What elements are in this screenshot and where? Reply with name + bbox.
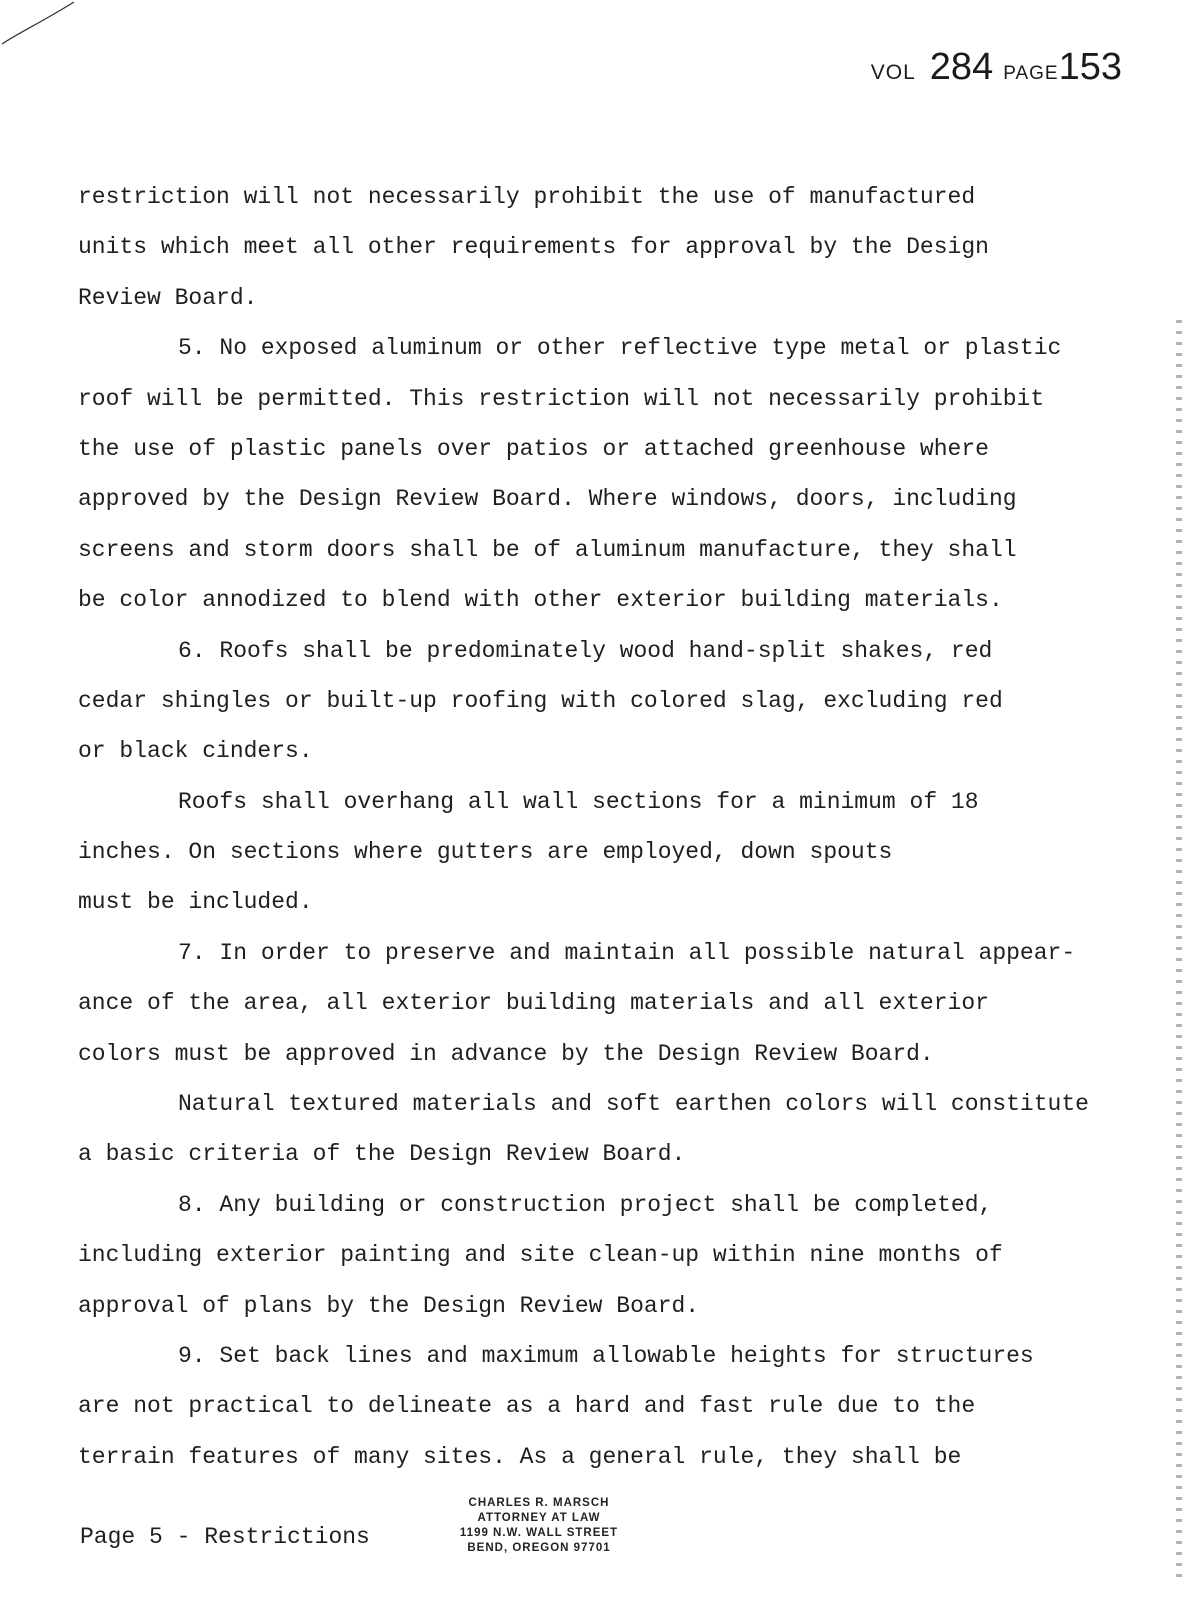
text-line: Natural textured materials and soft earthen colors will constitute bbox=[178, 1091, 1089, 1118]
text-line: colors must be approved in advance by the Design Review Board. bbox=[78, 1040, 934, 1067]
page-footer-label: Page 5 - Restrictions bbox=[80, 1524, 370, 1550]
text-line: a basic criteria of the Design Review Board. bbox=[78, 1141, 686, 1168]
attorney-name: CHARLES R. MARSCH bbox=[468, 1497, 610, 1509]
text-line: Review Board. bbox=[78, 284, 258, 311]
text-line: inches. On sections where gutters are employed, down spouts bbox=[78, 839, 893, 866]
page-label: PAGE bbox=[1003, 63, 1059, 84]
attorney-stamp bbox=[432, 1496, 646, 1556]
volume-number: 284 bbox=[929, 46, 994, 88]
text-line: approval of plans by the Design Review Board. bbox=[78, 1292, 700, 1319]
text-line: Roofs shall overhang all wall sections for a minimum of 18 bbox=[178, 788, 979, 815]
text-line: 5. No exposed aluminum or other reflective type metal or plastic bbox=[178, 335, 1062, 362]
text-line: the use of plastic panels over patios or attached greenhouse where bbox=[78, 435, 989, 462]
text-line: screens and storm doors shall be of aluminum manufacture, they shall bbox=[78, 536, 1017, 563]
text-line: restriction will not necessarily prohibit the use of manufactured bbox=[78, 184, 976, 210]
corner-pen-stroke bbox=[0, 0, 90, 50]
text-line: terrain features of many sites. As a general rule, they shall be bbox=[78, 1443, 962, 1470]
document-body bbox=[78, 172, 1168, 1482]
scan-edge-marks bbox=[1176, 320, 1182, 1580]
record-reference bbox=[871, 46, 1122, 89]
text-line: 8. Any building or construction project shall be completed, bbox=[178, 1191, 993, 1218]
attorney-street: 1199 N.W. WALL STREET bbox=[459, 1527, 619, 1539]
text-line: be color annodized to blend with other exterior building materials. bbox=[78, 587, 1003, 614]
text-line: or black cinders. bbox=[78, 738, 313, 765]
text-line: 7. In order to preserve and maintain all possible natural appear- bbox=[178, 939, 1076, 966]
page-number: 153 bbox=[1058, 46, 1122, 88]
text-line: units which meet all other requirements for approval by the Design bbox=[78, 234, 989, 261]
attorney-title: ATTORNEY AT LAW bbox=[477, 1512, 601, 1524]
text-line: including exterior painting and site clean-up within nine months of bbox=[78, 1242, 1003, 1269]
attorney-city: BEND, OREGON 97701 bbox=[467, 1542, 611, 1554]
text-line: roof will be permitted. This restriction will not necessarily prohibit bbox=[78, 385, 1045, 412]
text-line: ance of the area, all exterior building materials and all exterior bbox=[78, 990, 989, 1017]
text-line: approved by the Design Review Board. Where windows, doors, including bbox=[78, 486, 1017, 513]
text-line: 9. Set back lines and maximum allowable heights for structures bbox=[178, 1342, 1034, 1369]
text-line: must be included. bbox=[78, 889, 313, 916]
text-line: are not practical to delineate as a hard and fast rule due to the bbox=[78, 1393, 976, 1420]
volume-label: VOL bbox=[870, 61, 916, 84]
text-line: 6. Roofs shall be predominately wood hand-split shakes, red bbox=[178, 637, 993, 664]
text-line: cedar shingles or built-up roofing with colored slag, excluding red bbox=[78, 687, 1003, 714]
